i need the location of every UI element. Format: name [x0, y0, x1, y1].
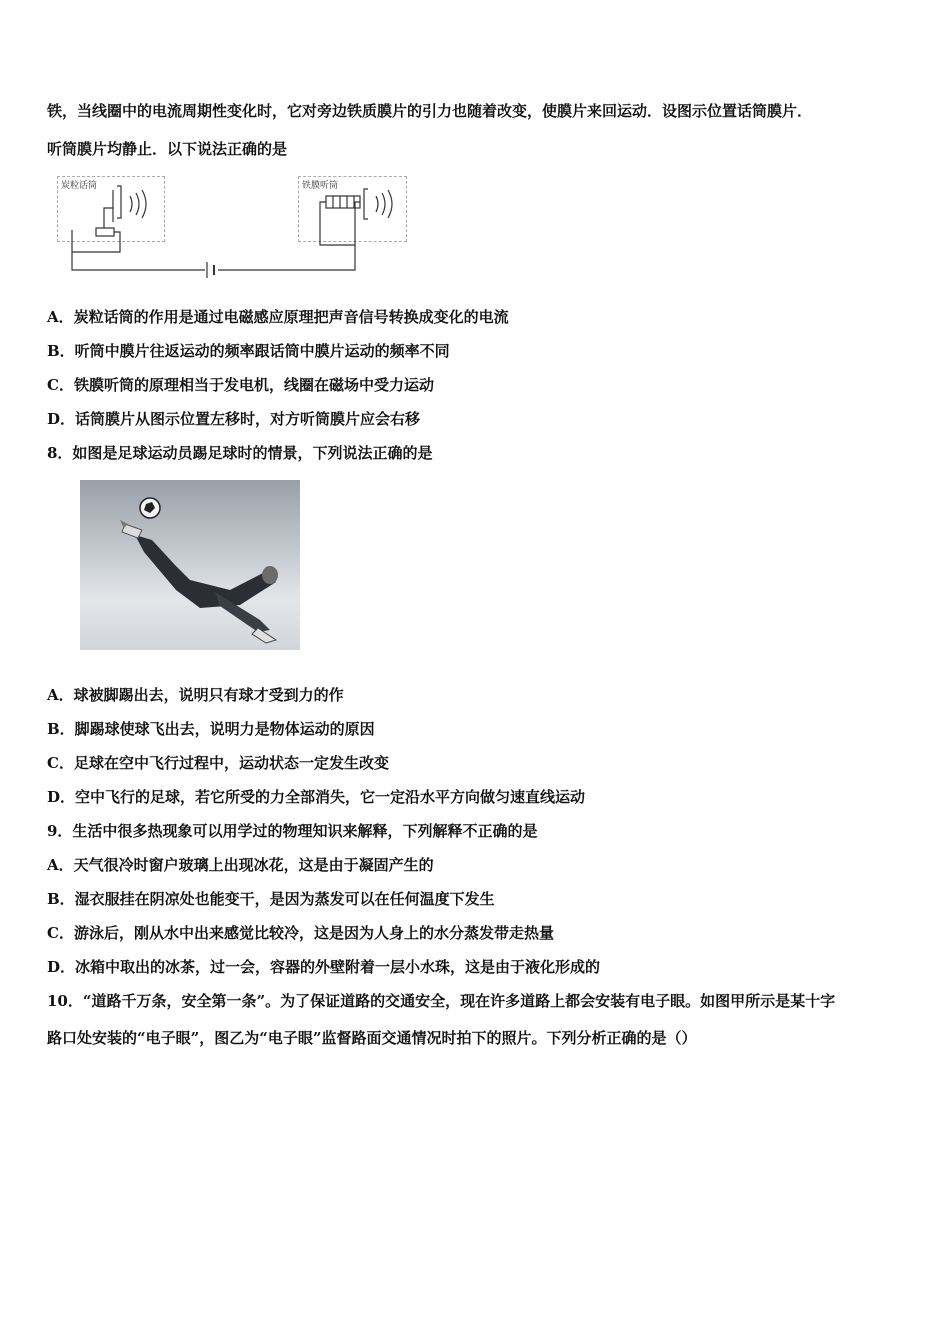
- receiver-label: 铁膜听筒: [302, 181, 339, 191]
- microphone-label: 炭粒话筒: [61, 181, 98, 191]
- q9-option-b: B．湿衣服挂在阴凉处也能变干，是因为蒸发可以在任何温度下发生: [47, 890, 495, 908]
- q9-option-d: D．冰箱中取出的冰茶，过一会，容器的外壁附着一层小水珠，这是由于液化形成的: [47, 958, 601, 976]
- q8-option-a: A．球被脚踢出去，说明只有球才受到力的作: [47, 686, 344, 704]
- q8-stem: 8．如图是足球运动员踢足球时的情景，下列说法正确的是: [47, 444, 433, 462]
- circuit-diagram-lines: [0, 0, 950, 300]
- q9-option-a: A．天气很冷时窗户玻璃上出现冰花，这是由于凝固产生的: [47, 856, 434, 874]
- q10-line-2: 路口处安装的“电子眼”，图乙为“电子眼”监督路面交通情况时拍下的照片。下列分析正确的是（）: [47, 1029, 697, 1047]
- intro-line-1: 铁，当线圈中的电流周期性变化时，它对旁边铁质膜片的引力也随着改变，使膜片来回运动．设图示位置话筒膜片．: [47, 102, 813, 120]
- q8-option-b: B．脚踢球使球飞出去，说明力是物体运动的原因: [47, 720, 375, 738]
- intro-line-2: 听筒膜片均静止．以下说法正确的是: [47, 140, 288, 158]
- q7-option-b: B．听筒中膜片往返运动的频率跟话筒中膜片运动的频率不同: [47, 342, 450, 360]
- q7-option-d: D．话筒膜片从图示位置左移时，对方听筒膜片应会右移: [47, 410, 421, 428]
- q8-option-d: D．空中飞行的足球，若它所受的力全部消失，它一定沿水平方向做匀速直线运动: [47, 788, 586, 806]
- q8-option-c: C．足球在空中飞行过程中，运动状态一定发生改变: [47, 754, 389, 772]
- soccer-kick-photo: [80, 480, 300, 650]
- q7-option-a: A．炭粒话筒的作用是通过电磁感应原理把声音信号转换成变化的电流: [47, 308, 509, 326]
- q10-line-1: 10．“道路千万条，安全第一条”。为了保证道路的交通安全，现在许多道路上都会安装有电子眼。如图甲所示是某十字: [47, 992, 836, 1010]
- q9-option-c: C．游泳后，刚从水中出来感觉比较冷，这是因为人身上的水分蒸发带走热量: [47, 924, 554, 942]
- q7-option-c: C．铁膜听筒的原理相当于发电机，线圈在磁场中受力运动: [47, 376, 434, 394]
- q9-stem: 9．生活中很多热现象可以用学过的物理知识来解释，下列解释不正确的是: [47, 822, 538, 840]
- soccer-player-illustration: [80, 480, 300, 650]
